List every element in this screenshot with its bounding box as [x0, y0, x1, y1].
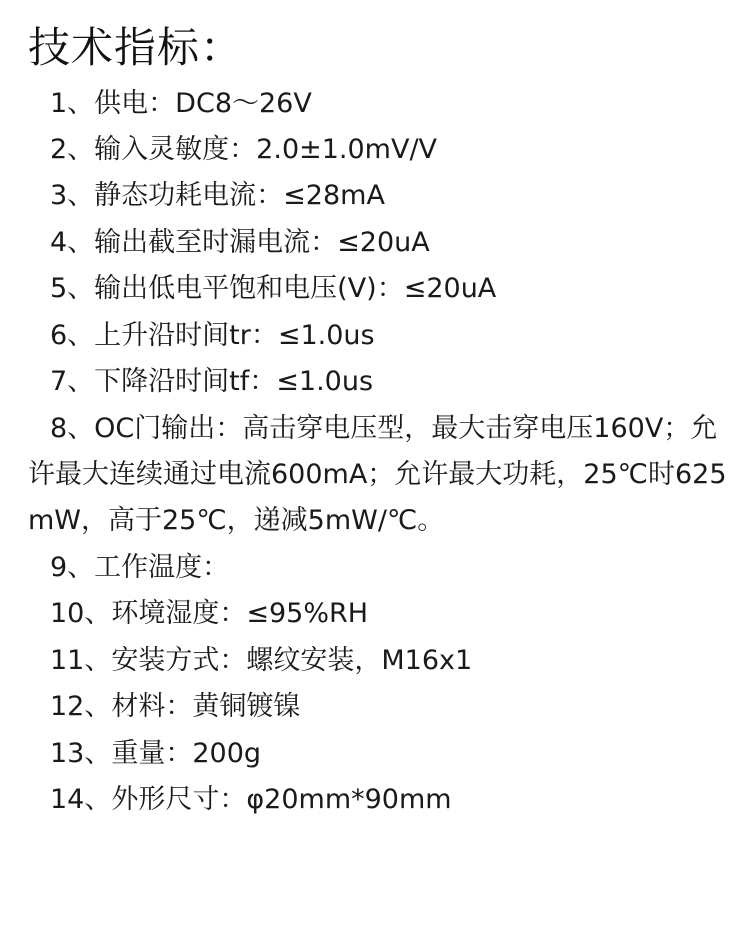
list-item: 7、下降沿时间tf：≤1.0us — [50, 366, 374, 398]
list-item: 14、外形尺寸：φ20mm*90mm — [50, 784, 452, 816]
list-item: 13、重量：200g — [50, 737, 262, 769]
list-item: 11、安装方式：螺纹安装，M16x1 — [50, 644, 473, 676]
list-item: 5、输出低电平饱和电压(V)：≤20uA — [50, 273, 497, 305]
list-item: 4、输出截至时漏电流：≤20uA — [50, 226, 430, 258]
list-item: 1、供电：DC8～26V — [50, 87, 312, 119]
list-item: 6、上升沿时间tr：≤1.0us — [50, 319, 375, 351]
list-item: 2、输入灵敏度：2.0±1.0mV/V — [50, 133, 438, 165]
list-item: 8、OC门输出：高击穿电压型，最大击穿电压160V；允许最大连续通过电流600mA；允许最大功耗，25℃时625mW，高于25℃，递减5mW/℃。 — [28, 412, 727, 537]
list-item: 12、材料：黄铜镀镍 — [50, 691, 301, 723]
specifications-list — [28, 81, 732, 824]
page-title: 技术指标： — [28, 23, 244, 72]
list-item: 9、工作温度： — [50, 551, 230, 583]
list-item: 10、环境湿度：≤95%RH — [50, 598, 369, 630]
list-item: 3、静态功耗电流：≤28mA — [50, 180, 385, 212]
